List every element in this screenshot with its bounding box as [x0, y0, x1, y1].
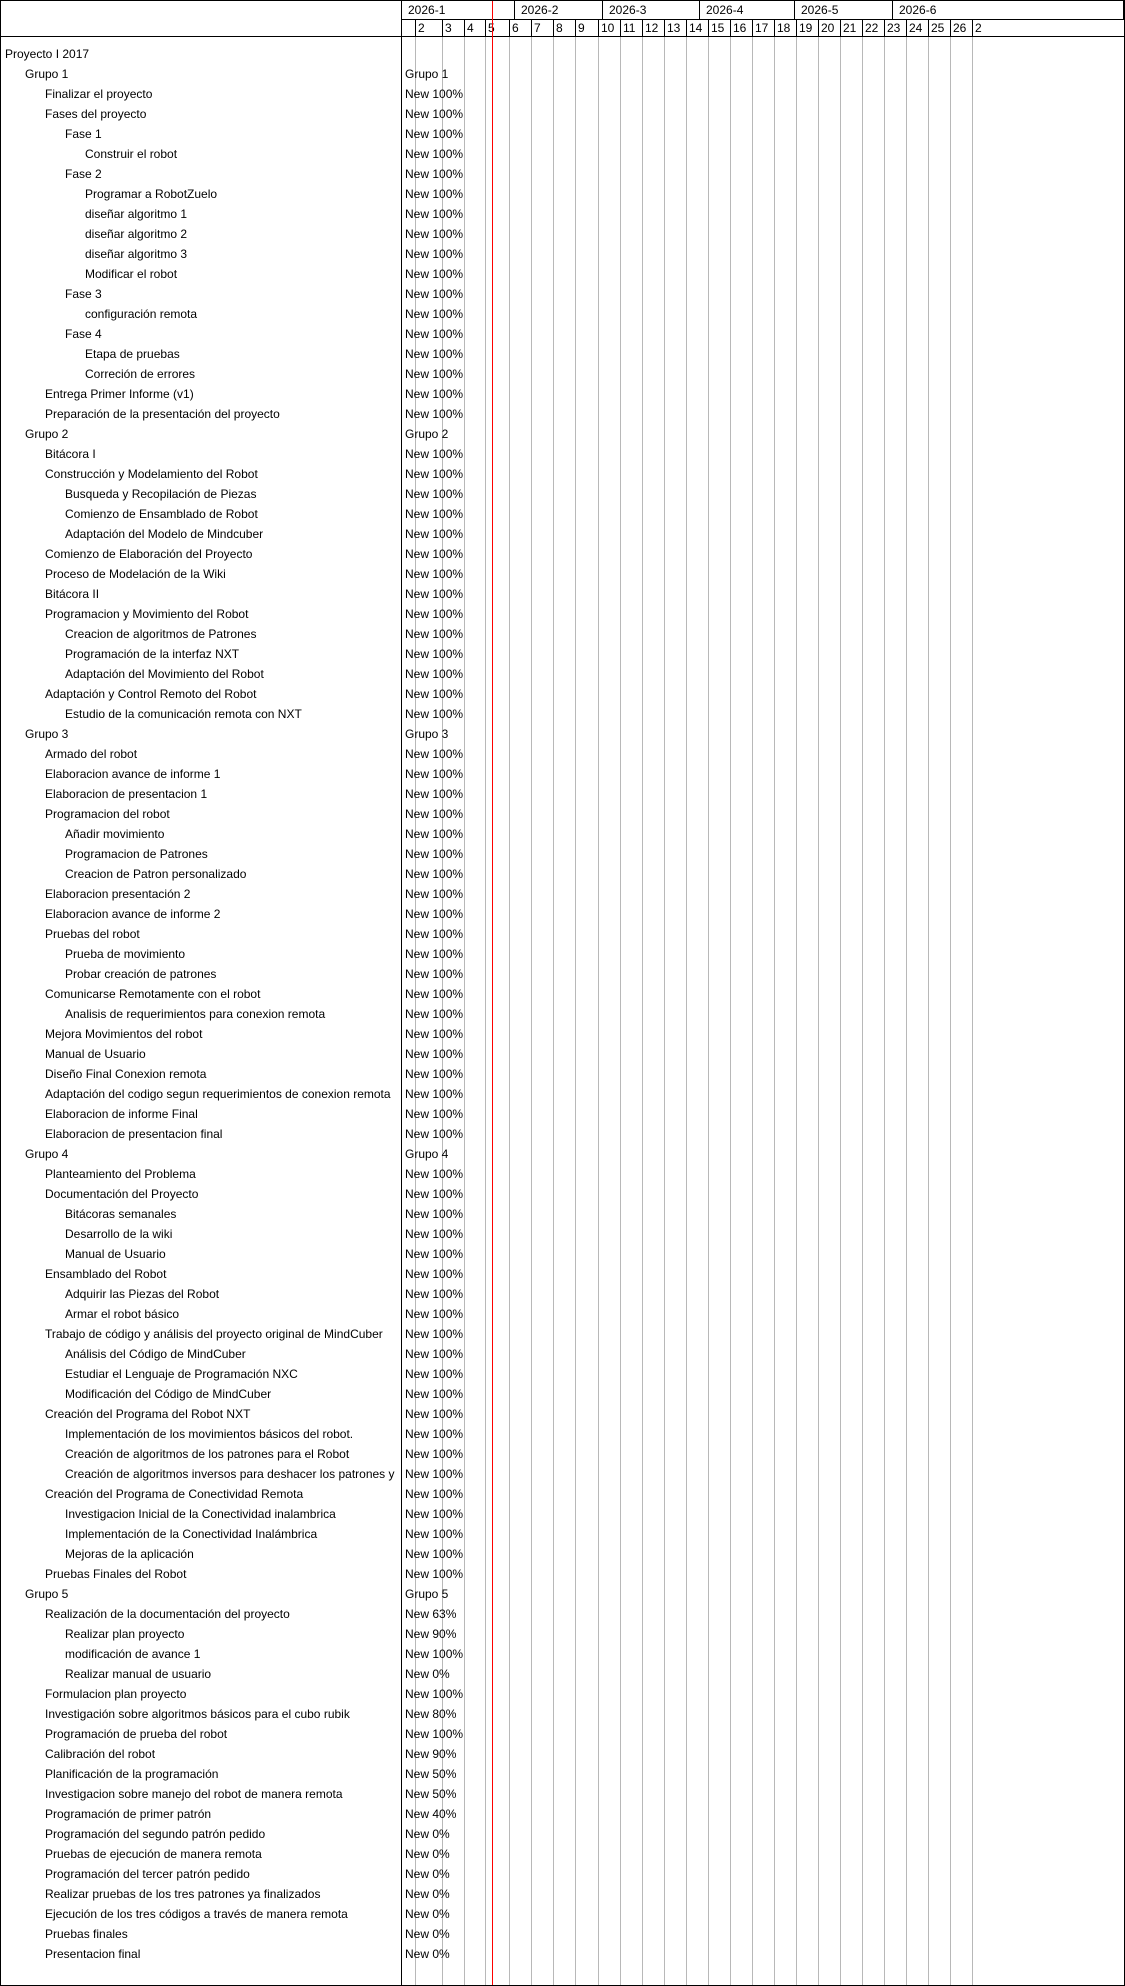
- task-status: New 100%: [405, 887, 464, 901]
- week-divider: [620, 19, 621, 36]
- task-name[interactable]: Manual de Usuario: [65, 1247, 166, 1261]
- task-status: New 100%: [405, 587, 464, 601]
- task-name[interactable]: Programacion y Movimiento del Robot: [45, 607, 249, 621]
- task-name[interactable]: Programación del segundo patrón pedido: [45, 1827, 266, 1841]
- task-status: New 100%: [405, 1007, 464, 1021]
- task-status: New 100%: [405, 747, 464, 761]
- task-name[interactable]: Grupo 2: [25, 427, 69, 441]
- month-label: 2026-5: [795, 1, 893, 19]
- task-name[interactable]: modificación de avance 1: [65, 1647, 201, 1661]
- month-label: 2026-4: [700, 1, 795, 19]
- task-name[interactable]: Prueba de movimiento: [65, 947, 186, 961]
- week-label: 24: [909, 21, 923, 35]
- task-status: New 0%: [405, 1847, 450, 1861]
- task-status: New 40%: [405, 1807, 457, 1821]
- task-name[interactable]: Fases del proyecto: [45, 107, 147, 121]
- week-gridline: [796, 37, 797, 1985]
- task-name[interactable]: Bitácora II: [45, 587, 100, 601]
- task-status: New 100%: [405, 1267, 464, 1281]
- task-name[interactable]: Elaboracion de presentacion final: [45, 1127, 223, 1141]
- task-status: New 100%: [405, 467, 464, 481]
- task-status: New 100%: [405, 1367, 464, 1381]
- task-status: New 100%: [405, 207, 464, 221]
- task-name[interactable]: Programacion del robot: [45, 807, 170, 821]
- task-status: New 100%: [405, 987, 464, 1001]
- task-name[interactable]: Pruebas finales: [45, 1927, 128, 1941]
- task-status: New 100%: [405, 1567, 464, 1581]
- week-label: 7: [534, 21, 541, 35]
- task-name[interactable]: Elaboracion de informe Final: [45, 1107, 198, 1121]
- task-status: New 100%: [405, 907, 464, 921]
- task-status: New 100%: [405, 967, 464, 981]
- task-name[interactable]: Realizar pruebas de los tres patrones ya finalizados: [45, 1887, 321, 1901]
- task-status: New 100%: [405, 547, 464, 561]
- task-name[interactable]: Pruebas del robot: [45, 927, 140, 941]
- task-name[interactable]: Programación de la interfaz NXT: [65, 647, 240, 661]
- week-label: 26: [953, 21, 967, 35]
- task-status: New 100%: [405, 687, 464, 701]
- task-name[interactable]: Proyecto I 2017: [5, 47, 90, 61]
- task-name[interactable]: Implementación de la Conectividad Inalámbrica: [65, 1527, 318, 1541]
- task-status: New 100%: [405, 247, 464, 261]
- task-name[interactable]: Creacion de algoritmos de Patrones: [65, 627, 257, 641]
- task-status: New 100%: [405, 527, 464, 541]
- task-status: New 100%: [405, 1327, 464, 1341]
- task-name[interactable]: Elaboracion presentación 2: [45, 887, 191, 901]
- task-status: New 0%: [405, 1907, 450, 1921]
- week-divider: [774, 19, 775, 36]
- task-name[interactable]: Programar a RobotZuelo: [85, 187, 218, 201]
- month-label: 2026-2: [515, 1, 603, 19]
- task-status: New 100%: [405, 1247, 464, 1261]
- task-status: New 100%: [405, 1047, 464, 1061]
- task-name[interactable]: Comienzo de Ensamblado de Robot: [65, 507, 258, 521]
- task-status: New 100%: [405, 1687, 464, 1701]
- task-status: New 100%: [405, 1307, 464, 1321]
- task-name[interactable]: Formulacion plan proyecto: [45, 1687, 187, 1701]
- task-name[interactable]: Grupo 3: [25, 727, 69, 741]
- task-name[interactable]: Armar el robot básico: [65, 1307, 180, 1321]
- week-gridline: [972, 37, 973, 1985]
- task-name[interactable]: Manual de Usuario: [45, 1047, 146, 1061]
- task-status: New 100%: [405, 267, 464, 281]
- week-gridline: [509, 37, 510, 1985]
- month-header: [402, 1, 1124, 19]
- task-name[interactable]: Creación de algoritmos inversos para deshacer los patrones y: [65, 1467, 395, 1481]
- task-status: New 100%: [405, 1127, 464, 1141]
- task-name[interactable]: Realizar manual de usuario: [65, 1667, 212, 1681]
- week-label: 11: [623, 21, 636, 35]
- task-status: New 100%: [405, 407, 464, 421]
- task-name[interactable]: Grupo 4: [25, 1147, 69, 1161]
- task-name[interactable]: diseñar algoritmo 3: [85, 247, 188, 261]
- week-gridline: [686, 37, 687, 1985]
- task-status: New 100%: [405, 867, 464, 881]
- week-divider: [686, 19, 687, 36]
- week-gridline: [575, 37, 576, 1985]
- task-status: New 100%: [405, 1427, 464, 1441]
- task-name[interactable]: Adaptación del Modelo de Mindcuber: [65, 527, 264, 541]
- task-name[interactable]: Etapa de pruebas: [85, 347, 180, 361]
- week-divider: [950, 19, 951, 36]
- week-divider: [972, 19, 973, 36]
- week-label: 2: [975, 21, 982, 35]
- task-status: New 100%: [405, 807, 464, 821]
- task-name[interactable]: Programación de primer patrón: [45, 1807, 212, 1821]
- task-name[interactable]: Entrega Primer Informe (v1): [45, 387, 194, 401]
- week-divider: [730, 19, 731, 36]
- task-status: New 100%: [405, 147, 464, 161]
- task-status: New 100%: [405, 1387, 464, 1401]
- task-status: New 100%: [405, 367, 464, 381]
- task-name[interactable]: Correción de errores: [85, 367, 196, 381]
- task-name[interactable]: Comunicarse Remotamente con el robot: [45, 987, 261, 1001]
- task-name[interactable]: Busqueda y Recopilación de Piezas: [65, 487, 257, 501]
- week-label: 2: [418, 21, 425, 35]
- task-name[interactable]: Diseño Final Conexion remota: [45, 1067, 207, 1081]
- task-name[interactable]: Realizar plan proyecto: [65, 1627, 185, 1641]
- task-name[interactable]: Pruebas Finales del Robot: [45, 1567, 187, 1581]
- task-status: New 100%: [405, 107, 464, 121]
- week-gridline: [553, 37, 554, 1985]
- task-list: [1, 1, 402, 1985]
- task-name[interactable]: Adaptación del codigo segun requerimientos de conexion remota: [45, 1087, 391, 1101]
- week-gridline: [818, 37, 819, 1985]
- week-divider: [415, 19, 416, 36]
- task-name[interactable]: Ejecución de los tres códigos a través de manera remota: [45, 1907, 348, 1921]
- task-name[interactable]: Presentacion final: [45, 1947, 141, 1961]
- task-name[interactable]: Documentación del Proyecto: [45, 1187, 199, 1201]
- week-header: [402, 19, 1124, 37]
- task-status: New 0%: [405, 1887, 450, 1901]
- week-label: 25: [931, 21, 945, 35]
- task-name[interactable]: Proceso de Modelación de la Wiki: [45, 567, 226, 581]
- task-status: New 100%: [405, 227, 464, 241]
- week-divider: [708, 19, 709, 36]
- week-gridline: [862, 37, 863, 1985]
- week-label: 22: [865, 21, 879, 35]
- week-label: 16: [733, 21, 747, 35]
- task-status: New 100%: [405, 927, 464, 941]
- task-name[interactable]: Creación del Programa de Conectividad Remota: [45, 1487, 304, 1501]
- week-divider: [818, 19, 819, 36]
- task-name[interactable]: Añadir movimiento: [65, 827, 165, 841]
- task-name[interactable]: Adquirir las Piezas del Robot: [65, 1287, 220, 1301]
- today-marker: [492, 1, 493, 1985]
- task-name[interactable]: Creación de algoritmos de los patrones para el Robot: [65, 1447, 350, 1461]
- task-status: New 100%: [405, 1527, 464, 1541]
- task-status: Grupo 4: [405, 1147, 449, 1161]
- task-name[interactable]: Modificar el robot: [85, 267, 178, 281]
- week-label: 23: [887, 21, 901, 35]
- week-divider: [598, 19, 599, 36]
- week-label: 20: [821, 21, 835, 35]
- task-status: New 90%: [405, 1627, 457, 1641]
- task-name[interactable]: Mejora Movimientos del robot: [45, 1027, 203, 1041]
- task-status: New 100%: [405, 767, 464, 781]
- task-status: New 100%: [405, 487, 464, 501]
- task-name[interactable]: Programación de prueba del robot: [45, 1727, 228, 1741]
- task-name[interactable]: Preparación de la presentación del proyecto: [45, 407, 280, 421]
- week-divider: [531, 19, 532, 36]
- task-name[interactable]: diseñar algoritmo 2: [85, 227, 188, 241]
- task-name[interactable]: diseñar algoritmo 1: [85, 207, 188, 221]
- week-divider: [575, 19, 576, 36]
- task-status: New 63%: [405, 1607, 457, 1621]
- task-status: New 100%: [405, 787, 464, 801]
- task-status: New 100%: [405, 707, 464, 721]
- week-label: 17: [755, 21, 769, 35]
- task-name[interactable]: Pruebas de ejecución de manera remota: [45, 1847, 262, 1861]
- week-gridline: [642, 37, 643, 1985]
- task-status: New 100%: [405, 1067, 464, 1081]
- week-divider: [884, 19, 885, 36]
- week-gridline: [840, 37, 841, 1985]
- task-status: New 0%: [405, 1667, 450, 1681]
- task-name[interactable]: Investigacion sobre manejo del robot de manera remota: [45, 1787, 343, 1801]
- task-name[interactable]: Investigación sobre algoritmos básicos para el cubo rubik: [45, 1707, 350, 1721]
- week-divider: [928, 19, 929, 36]
- task-status: New 100%: [405, 187, 464, 201]
- task-name[interactable]: Mejoras de la aplicación: [65, 1547, 194, 1561]
- task-name[interactable]: Bitácora I: [45, 447, 96, 461]
- task-name[interactable]: Programacion de Patrones: [65, 847, 208, 861]
- task-status: New 100%: [405, 667, 464, 681]
- week-label: 15: [711, 21, 725, 35]
- task-name[interactable]: Elaboracion avance de informe 1: [45, 767, 221, 781]
- task-status: New 100%: [405, 827, 464, 841]
- week-gridline: [774, 37, 775, 1985]
- task-name[interactable]: Bitácoras semanales: [65, 1207, 177, 1221]
- task-status: New 100%: [405, 1027, 464, 1041]
- task-name[interactable]: Investigacion Inicial de la Conectividad inalambrica: [65, 1507, 336, 1521]
- task-name[interactable]: Fase 4: [65, 327, 102, 341]
- week-gridline: [884, 37, 885, 1985]
- week-label: 13: [667, 21, 681, 35]
- task-status: New 100%: [405, 1227, 464, 1241]
- week-divider: [796, 19, 797, 36]
- week-divider: [840, 19, 841, 36]
- task-name[interactable]: Fase 3: [65, 287, 102, 301]
- week-gridline: [730, 37, 731, 1985]
- task-status: New 0%: [405, 1927, 450, 1941]
- task-name[interactable]: Grupo 1: [25, 67, 69, 81]
- task-status: New 100%: [405, 1167, 464, 1181]
- week-divider: [642, 19, 643, 36]
- week-divider: [485, 19, 486, 36]
- week-divider: [862, 19, 863, 36]
- task-status: Grupo 3: [405, 727, 449, 741]
- week-gridline: [531, 37, 532, 1985]
- task-status: New 100%: [405, 287, 464, 301]
- task-name[interactable]: Elaboracion avance de informe 2: [45, 907, 221, 921]
- week-gridline: [485, 37, 486, 1985]
- week-label: 10: [601, 21, 615, 35]
- task-name[interactable]: Analisis de requerimientos para conexion remota: [65, 1007, 326, 1021]
- month-label: 2026-1: [402, 1, 515, 19]
- task-name[interactable]: Realización de la documentación del proyecto: [45, 1607, 290, 1621]
- task-status: New 100%: [405, 307, 464, 321]
- task-status: New 100%: [405, 1487, 464, 1501]
- task-status: New 100%: [405, 607, 464, 621]
- week-divider: [464, 19, 465, 36]
- week-label: 6: [512, 21, 519, 35]
- week-gridline: [664, 37, 665, 1985]
- task-status: Grupo 2: [405, 427, 449, 441]
- week-label: 21: [843, 21, 857, 35]
- week-label: 14: [689, 21, 703, 35]
- task-status: New 100%: [405, 627, 464, 641]
- week-label: 18: [777, 21, 791, 35]
- task-status: New 100%: [405, 647, 464, 661]
- task-status: New 100%: [405, 347, 464, 361]
- task-name[interactable]: Grupo 5: [25, 1587, 69, 1601]
- task-status: New 100%: [405, 1347, 464, 1361]
- month-label: 2026-6: [893, 1, 1124, 19]
- task-name[interactable]: Programación del tercer patrón pedido: [45, 1867, 250, 1881]
- week-gridline: [708, 37, 709, 1985]
- task-status: New 100%: [405, 1727, 464, 1741]
- task-name[interactable]: Construcción y Modelamiento del Robot: [45, 467, 258, 481]
- task-status: New 100%: [405, 1187, 464, 1201]
- week-label: 8: [556, 21, 563, 35]
- timeline-grid: [402, 37, 1124, 1985]
- task-status: New 100%: [405, 1547, 464, 1561]
- task-status: New 0%: [405, 1867, 450, 1881]
- task-name[interactable]: Creacion de Patron personalizado: [65, 867, 247, 881]
- week-divider: [906, 19, 907, 36]
- week-gridline: [950, 37, 951, 1985]
- week-label: 9: [578, 21, 585, 35]
- week-divider: [664, 19, 665, 36]
- task-name[interactable]: Estudiar el Lenguaje de Programación NXC: [65, 1367, 298, 1381]
- week-gridline: [752, 37, 753, 1985]
- task-name[interactable]: Elaboracion de presentacion 1: [45, 787, 208, 801]
- task-status: New 100%: [405, 1447, 464, 1461]
- task-name[interactable]: Creación del Programa del Robot NXT: [45, 1407, 251, 1421]
- task-status: Grupo 1: [405, 67, 449, 81]
- task-name[interactable]: configuración remota: [85, 307, 198, 321]
- task-status: New 0%: [405, 1947, 450, 1961]
- task-status: New 100%: [405, 507, 464, 521]
- task-status: Grupo 5: [405, 1587, 449, 1601]
- week-label: 5: [488, 21, 495, 35]
- task-status: New 50%: [405, 1787, 457, 1801]
- task-name[interactable]: Comienzo de Elaboración del Proyecto: [45, 547, 253, 561]
- task-status: New 100%: [405, 167, 464, 181]
- week-divider: [442, 19, 443, 36]
- task-status: New 100%: [405, 1087, 464, 1101]
- task-name[interactable]: Armado del robot: [45, 747, 138, 761]
- task-name[interactable]: Fase 2: [65, 167, 102, 181]
- task-status: New 0%: [405, 1827, 450, 1841]
- task-status: New 100%: [405, 567, 464, 581]
- task-status: New 100%: [405, 1287, 464, 1301]
- task-status: New 80%: [405, 1707, 457, 1721]
- task-status: New 100%: [405, 847, 464, 861]
- week-label: 19: [799, 21, 813, 35]
- task-status: New 90%: [405, 1747, 457, 1761]
- task-name[interactable]: Construir el robot: [85, 147, 178, 161]
- task-name[interactable]: Análisis del Código de MindCuber: [65, 1347, 246, 1361]
- week-gridline: [906, 37, 907, 1985]
- task-name[interactable]: Fase 1: [65, 127, 102, 141]
- task-status: New 100%: [405, 1507, 464, 1521]
- task-name[interactable]: Planteamiento del Problema: [45, 1167, 196, 1181]
- task-name[interactable]: Probar creación de patrones: [65, 967, 217, 981]
- task-name[interactable]: Implementación de los movimientos básicos del robot.: [65, 1427, 354, 1441]
- task-name[interactable]: Estudio de la comunicación remota con NXT: [65, 707, 302, 721]
- task-status: New 100%: [405, 1107, 464, 1121]
- task-name[interactable]: Calibración del robot: [45, 1747, 156, 1761]
- week-gridline: [464, 37, 465, 1985]
- week-divider: [553, 19, 554, 36]
- week-gridline: [928, 37, 929, 1985]
- week-label: 3: [445, 21, 452, 35]
- task-name[interactable]: Finalizar el proyecto: [45, 87, 153, 101]
- task-status: New 100%: [405, 1207, 464, 1221]
- week-label: 12: [645, 21, 659, 35]
- task-name[interactable]: Adaptación del Movimiento del Robot: [65, 667, 264, 681]
- task-name[interactable]: Planificación de la programación: [45, 1767, 219, 1781]
- task-status: New 100%: [405, 947, 464, 961]
- task-name[interactable]: Ensamblado del Robot: [45, 1267, 167, 1281]
- week-divider: [509, 19, 510, 36]
- week-label: 4: [467, 21, 474, 35]
- task-status: New 100%: [405, 87, 464, 101]
- task-name[interactable]: Trabajo de código y análisis del proyecto original de MindCuber: [45, 1327, 383, 1341]
- task-status: New 100%: [405, 1407, 464, 1421]
- task-name[interactable]: Adaptación y Control Remoto del Robot: [45, 687, 257, 701]
- task-status: New 100%: [405, 1467, 464, 1481]
- week-gridline: [598, 37, 599, 1985]
- task-status: New 100%: [405, 327, 464, 341]
- task-name[interactable]: Desarrollo de la wiki: [65, 1227, 173, 1241]
- month-label: 2026-3: [603, 1, 700, 19]
- week-divider: [752, 19, 753, 36]
- task-name[interactable]: Modificación del Código de MindCuber: [65, 1387, 272, 1401]
- task-status: New 100%: [405, 447, 464, 461]
- task-status: New 100%: [405, 1647, 464, 1661]
- task-status: New 100%: [405, 127, 464, 141]
- task-status: New 100%: [405, 387, 464, 401]
- task-status: New 50%: [405, 1767, 457, 1781]
- week-gridline: [620, 37, 621, 1985]
